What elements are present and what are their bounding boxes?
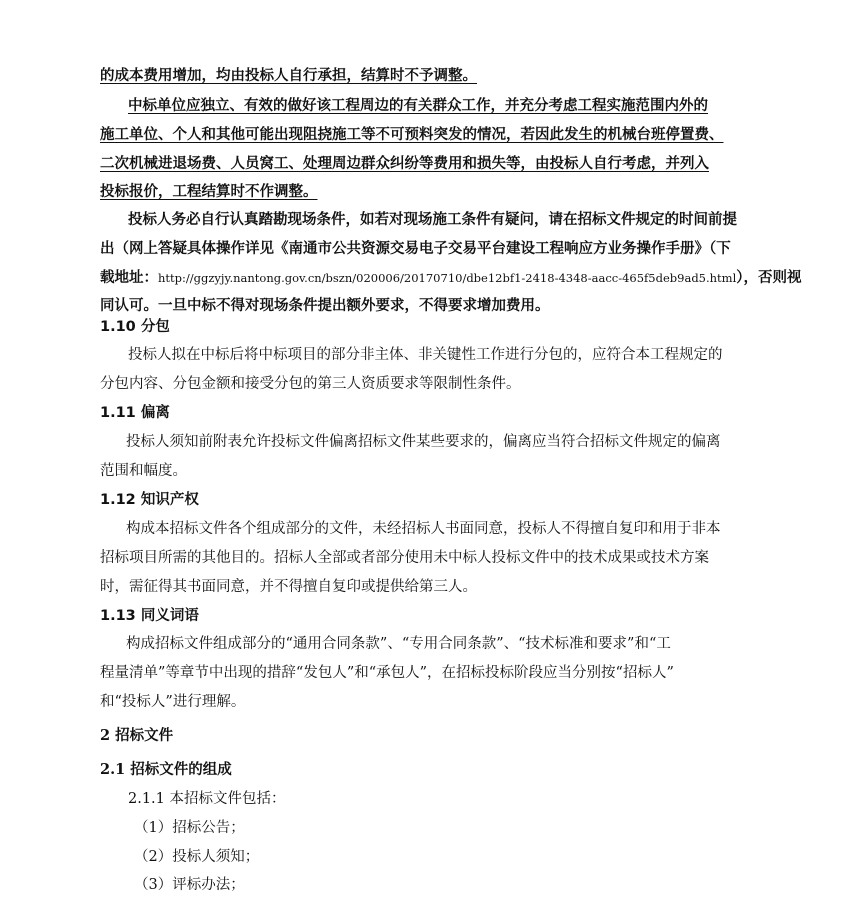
section-heading-2-1: 2.1 招标文件的组成 [100, 761, 232, 778]
section-1-10-line-2: 分包内容、分包金额和接受分包的第三人资质要求等限制性条件。 [100, 376, 521, 392]
section-heading-1-10: 1.10 分包 [100, 319, 170, 335]
list-item: （1）招标公告； [134, 820, 245, 836]
paragraph-mass-work-line-1: 中标单位应独立、有效的做好该工程周边的有关群众工作，并充分考虑工程实施范围内外的 [128, 97, 708, 114]
section-1-12-line-1: 构成本招标文件各个组成部分的文件，未经招标人书面同意，投标人不得擅自复印和用于非本 [126, 521, 721, 537]
paragraph-cost-line: 的成本费用增加，均由投标人自行承担，结算时不予调整。 [100, 67, 477, 84]
section-1-12-line-3: 时，需征得其书面同意，并不得擅自复印或提供给第三人。 [100, 579, 477, 595]
section-heading-1-12: 1.12 知识产权 [100, 492, 199, 508]
section-1-13-line-1: 构成招标文件组成部分的“通用合同条款”、“专用合同条款”、“技术标准和要求”和“工 [126, 636, 671, 652]
download-label: 载地址： [100, 269, 158, 286]
section-heading-1-13: 1.13 同义词语 [100, 608, 199, 624]
clause-2-1-1: 2.1.1 本招标文件包括： [128, 791, 286, 807]
download-suffix: ），否则视 [736, 269, 802, 286]
chapter-heading-2: 2 招标文件 [100, 727, 174, 744]
paragraph-site-visit-line-3 [100, 269, 802, 287]
paragraph-site-visit-line-4: 同认可。一旦中标不得对现场条件提出额外要求，不得要求增加费用。 [100, 297, 550, 314]
section-1-13-line-2: 程量清单”等章节中出现的措辞“发包人”和“承包人”，在招标投标阶段应当分别按“招标人” [100, 665, 674, 681]
paragraph-site-visit-line-2: 出（网上答疑具体操作详见《南通市公共资源交易电子交易平台建设工程响应方业务操作手册》（下 [100, 240, 731, 257]
section-1-10-line-1: 投标人拟在中标后将中标项目的部分非主体、非关键性工作进行分包的，应符合本工程规定的 [128, 347, 723, 363]
list-item: （2）投标人须知； [134, 849, 260, 865]
section-1-11-line-1: 投标人须知前附表允许投标文件偏离招标文件某些要求的，偏离应当符合招标文件规定的偏离 [126, 434, 721, 450]
section-1-13-line-3: 和“投标人”进行理解。 [100, 694, 246, 710]
paragraph-mass-work-line-2: 施工单位、个人和其他可能出现阻挠施工等不可预料突发的情况，若因此发生的机械台班停置费、 [100, 126, 724, 143]
section-heading-1-11: 1.11 偏离 [100, 405, 170, 421]
paragraph-mass-work-line-4: 投标报价，工程结算时不作调整。 [100, 183, 318, 200]
download-url-link[interactable]: http://ggzyjy.nantong.gov.cn/bszn/020006/20170710/dbe12bf1-2418-4348-aacc-465f5deb9ad5.html [158, 271, 737, 285]
paragraph-mass-work-line-3: 二次机械进退场费、人员窝工、处理周边群众纠纷等费用和损失等，由投标人自行考虑，并列入 [100, 155, 709, 172]
section-1-12-line-2: 招标项目所需的其他目的。招标人全部或者部分使用未中标人投标文件中的技术成果或技术方案 [100, 550, 709, 566]
paragraph-site-visit-line-1: 投标人务必自行认真踏勘现场条件，如若对现场施工条件有疑问，请在招标文件规定的时间前提 [128, 211, 737, 228]
section-1-11-line-2: 范围和幅度。 [100, 463, 187, 479]
list-item: （3）评标办法； [134, 877, 245, 893]
